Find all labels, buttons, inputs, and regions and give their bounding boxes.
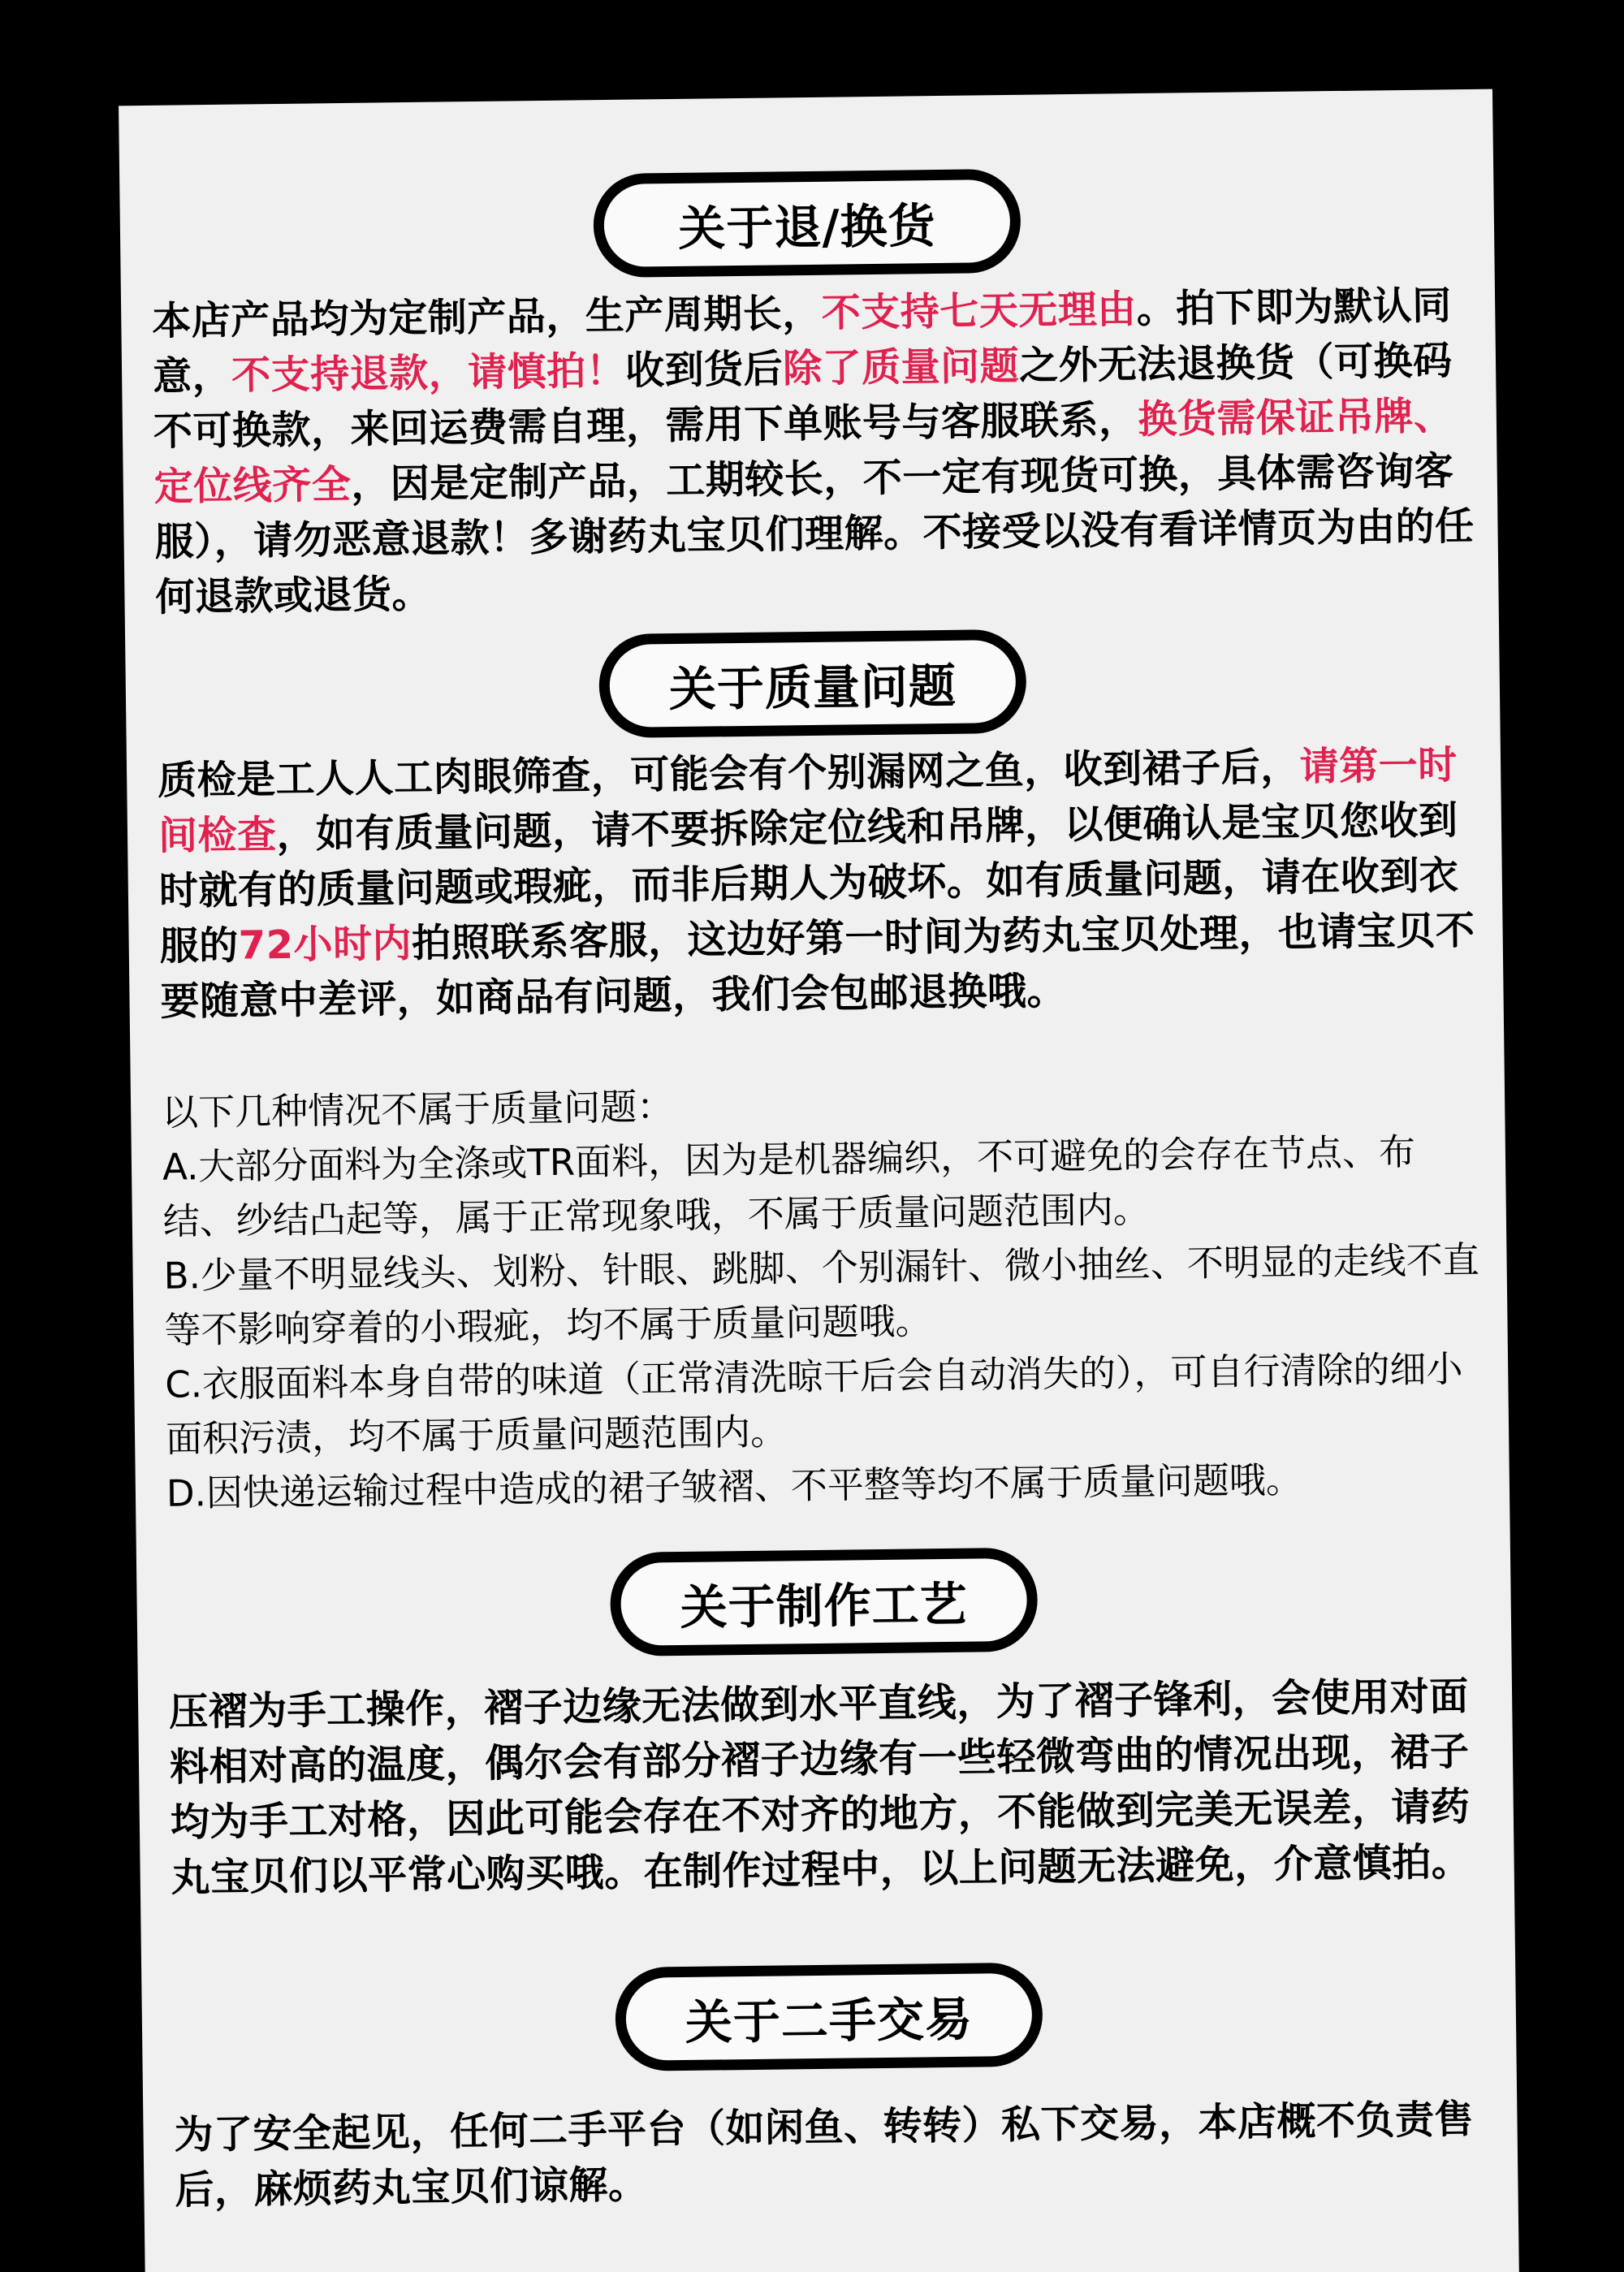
secondhand-section-title	[615, 1963, 1043, 2071]
returns-text-run: 。拍下即为默认同意，	[152, 283, 1453, 400]
quality-exclusions	[162, 1069, 1490, 1521]
craft-section-title	[610, 1548, 1039, 1656]
returns-highlight-tags-required: 换货需保证吊牌、定位线齐全	[153, 393, 1453, 510]
policy-sheet	[119, 89, 1519, 2272]
returns-section-title	[593, 169, 1021, 278]
secondhand-paragraph	[174, 2092, 1499, 2218]
returns-highlight-no-refund: 不支持退款，请慎拍！	[231, 348, 626, 399]
quality-highlight-check-first: 请第一时间检查	[158, 742, 1458, 859]
quality-exclusion-item-b: B.少量不明显线头、划粉、针眼、跳脚、个别漏针、微小抽丝、不明显的走线不直等不影响穿着的小瑕疵，均不属于质量问题哦。	[163, 1238, 1480, 1352]
returns-paragraph	[152, 278, 1479, 625]
quality-highlight-72-hours: 72小时内	[238, 921, 412, 969]
returns-text-run: ，因是定制产品，工期较长，不一定有现货可换，具体需咨询客服），请勿恶意退款！多谢药丸宝贝们理解。不接受以没有看详情页为由的任何退款或退货。	[154, 448, 1475, 620]
returns-title-text: 关于退/换货	[677, 198, 936, 257]
quality-title-text: 关于质量问题	[668, 658, 957, 718]
quality-exclusion-item-a: A.大部分面料为全涤或TR面料，因为是机器编织，不可避免的会存在节点、布结、纱结凸起等，属于正常现象哦，不属于质量问题范围内。	[162, 1130, 1416, 1243]
quality-paragraph	[158, 737, 1484, 1030]
returns-text-run: 本店产品均为定制产品，生产周期长，	[151, 290, 823, 344]
quality-text-run: ，如有质量问题，请不要拆除定位线和吊牌，以便确认是宝贝您收到时就有的质量问题或瑕疵，而非后期人为破坏。如有质量问题，请在收到衣服的	[158, 797, 1459, 970]
returns-text-run: 收到货后	[624, 346, 784, 394]
quality-section-title	[598, 629, 1027, 738]
quality-text-run: 拍照联系客服，这边好第一时间为药丸宝贝处理，也请宝贝不要随意中差评，如商品有问题，我们会包邮退换哦。	[160, 908, 1475, 1025]
craft-paragraph	[169, 1669, 1495, 1906]
secondhand-text: 为了安全起见，任何二手平台（如闲鱼、转转）私下交易，本店概不负责售后，麻烦药丸宝贝们谅解。	[174, 2097, 1475, 2214]
quality-exclusion-item-d: D.因快递运输过程中造成的裙子皱褶、不平整等均不属于质量问题哦。	[166, 1458, 1303, 1515]
returns-highlight-no-7-day: 不支持七天无理由	[821, 287, 1138, 336]
secondhand-title-text: 关于二手交易	[685, 1991, 974, 2050]
craft-title-text: 关于制作工艺	[680, 1576, 969, 1636]
quality-exclusion-item-c: C.衣服面料本身自带的味道（正常清洗晾干后会自动消失的），可自行清除的细小面积污渍，均不属于质量问题范围内。	[164, 1347, 1463, 1461]
returns-highlight-except-quality: 除了质量问题	[782, 343, 1020, 392]
craft-text: 压褶为手工操作，褶子边缘无法做到水平直线，为了褶子锋利，会使用对面料相对高的温度，偶尔会有部分褶子边缘有一些轻微弯曲的情况出现，裙子均为手工对格，因此可能会存在不对齐的地方，不能做到完美无误差，请药丸宝贝们以平常心购买哦。在制作过程中，以上问题无法避免，介意慎拍。	[168, 1674, 1471, 1901]
quality-exclusions-intro: 以下几种情况不属于质量问题：	[161, 1085, 674, 1134]
returns-text-run: 之外无法退换货（可换码不可换款，来回运费需自理，需用下单账号与客服联系，	[153, 338, 1453, 455]
quality-text-run: 质检是工人人工肉眼筛查，可能会有个别漏网之鱼，收到裙子后，	[157, 744, 1300, 804]
